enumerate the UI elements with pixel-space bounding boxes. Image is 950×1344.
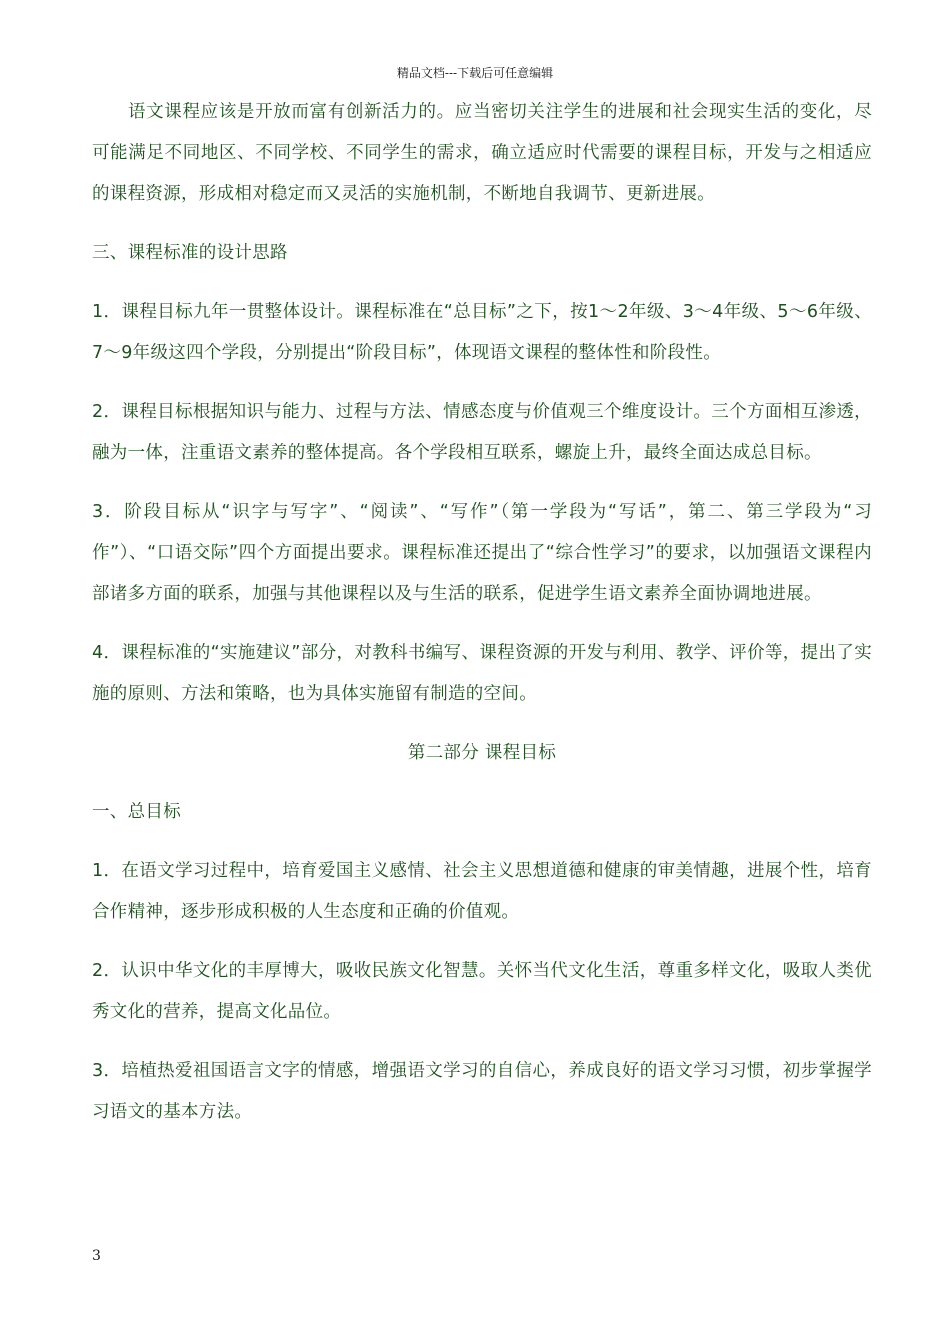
paragraph-design-2: 2．课程目标根据知识与能力、过程与方法、情感态度与价值观三个维度设计。三个方面相互渗透，融为一体，注重语文素养的整体提高。各个学段相互联系，螺旋上升，最终全面达成总目标。 — [92, 402, 872, 463]
part-heading-course-goals: 第二部分 课程目标 — [407, 743, 557, 763]
section-heading-design-ideas: 三、课程标准的设计思路 — [92, 243, 288, 263]
paragraph-intro: 语文课程应该是开放而富有创新活力的。应当密切关注学生的进展和社会现实生活的变化，尽可能满足不同地区、不同学校、不同学生的需求，确立适应时代需要的课程目标，开发与之相适应的课程资源，形成相对稳定而又灵活的实施机制，不断地自我调节、更新进展。 — [92, 102, 872, 204]
paragraph-design-3: 3．阶段目标从“识字与写字”、“阅读”、“写作”（第一学段为“写话”，第二、第三学段为“习作”）、“口语交际”四个方面提出要求。课程标准还提出了“综合性学习”的要求，以加强语文课程内部诸多方面的联系，加强与其他课程以及与生活的联系，促进学生语文素养全面协调地进展。 — [92, 502, 872, 604]
document-body — [92, 92, 872, 1133]
paragraph-goal-3: 3．培植热爱祖国语言文字的情感，增强语文学习的自信心，养成良好的语文学习习惯，初步掌握学习语文的基本方法。 — [92, 1061, 872, 1122]
section-heading-overall-goals: 一、总目标 — [92, 802, 181, 822]
paragraph-goal-1: 1．在语文学习过程中，培育爱国主义感情、社会主义思想道德和健康的审美情趣，进展个性，培育合作精神，逐步形成积极的人生态度和正确的价值观。 — [92, 861, 872, 922]
paragraph-design-1: 1．课程目标九年一贯整体设计。课程标准在“总目标”之下，按1～2年级、3～4年级、5～6年级、7～9年级这四个学段，分别提出“阶段目标”，体现语文课程的整体性和阶段性。 — [92, 302, 872, 363]
paragraph-design-4: 4．课程标准的“实施建议”部分，对教科书编写、课程资源的开发与利用、教学、评价等，提出了实施的原则、方法和策略，也为具体实施留有制造的空间。 — [92, 643, 872, 704]
paragraph-goal-2: 2．认识中华文化的丰厚博大，吸收民族文化智慧。关怀当代文化生活，尊重多样文化，吸取人类优秀文化的营养，提高文化品位。 — [92, 961, 872, 1022]
page-header: 精品文档---下载后可任意编辑 — [396, 66, 554, 80]
page-number: 3 — [92, 1248, 101, 1264]
